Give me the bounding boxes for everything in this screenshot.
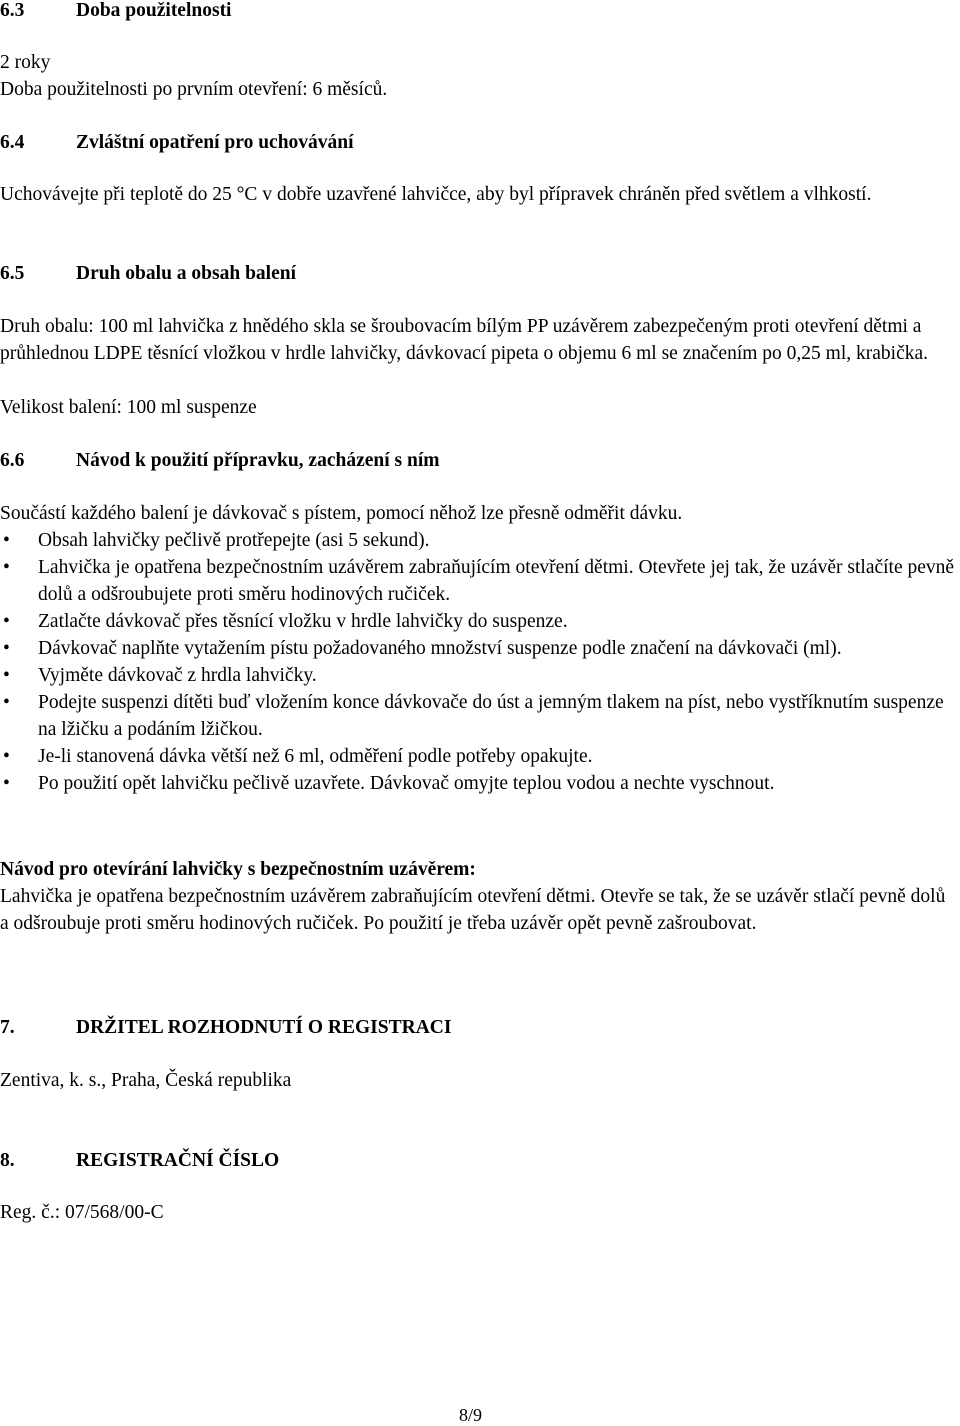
shelf-life-text: [0, 49, 955, 103]
section-title: DRŽITEL ROZHODNUTÍ O REGISTRACI: [76, 1017, 452, 1038]
list-item: [0, 743, 955, 770]
pack-size: Velikost balení: 100 ml suspenze: [0, 397, 257, 418]
page-number: 8/9: [459, 1405, 483, 1425]
list-item: [0, 662, 955, 689]
opening-instructions-text: Lahvička je opatřena bezpečnostním uzávěrem zabraňujícím otevření dětmi. Otevře se tak, že se uzávěr stlačí pevně dolů a odšroubuje proti směru hodinových ručiček. Po použití je třeba uzávěr opět pevně zašroubovat.: [0, 886, 946, 934]
section-number: 6.4: [0, 132, 25, 153]
section-6-3-heading: [0, 0, 231, 24]
step-text: Lahvička je opatřena bezpečnostním uzávěrem zabraňujícím otevření dětmi. Otevřete jej tak, že uzávěr stlačíte pevně dolů a odšroubujete proti směru hodinových ručiček.: [38, 557, 955, 605]
section-number: 8.: [0, 1150, 15, 1171]
step-text: Obsah lahvičky pečlivě protřepejte (asi 5 sekund).: [38, 530, 430, 551]
bullet-icon: •: [3, 665, 10, 686]
section-8-heading: [0, 1147, 279, 1174]
section-6-5-heading: [0, 260, 296, 287]
dispenser-intro: Součástí každého balení je dávkovač s pístem, pomocí něhož lze přesně odměřit dávku.: [0, 503, 683, 524]
bullet-icon: •: [3, 692, 10, 713]
list-item: [0, 635, 955, 662]
marketing-authorisation-holder: Zentiva, k. s., Praha, Česká republika: [0, 1070, 292, 1091]
section-6-6-heading: [0, 447, 440, 474]
section-title: REGISTRAČNÍ ČÍSLO: [76, 1150, 280, 1171]
list-item: [0, 608, 955, 635]
section-7-heading: [0, 1014, 451, 1041]
list-item: [0, 527, 955, 554]
section-number: 6.5: [0, 263, 25, 284]
section-6-4-heading: [0, 129, 354, 156]
list-item: [0, 689, 955, 743]
step-text: Vyjměte dávkovač z hrdla lahvičky.: [38, 665, 317, 686]
list-item: [0, 770, 955, 797]
opening-instructions-title: Návod pro otevírání lahvičky s bezpečnostním uzávěrem:: [0, 859, 476, 880]
step-text: Zatlačte dávkovač přes těsnící vložku v hrdle lahvičky do suspenze.: [38, 611, 568, 632]
storage-text: Uchovávejte při teplotě do 25 °C v dobře uzavřené lahvičce, aby byl přípravek chráněn před světlem a vlhkostí.: [0, 184, 872, 205]
bullet-icon: •: [3, 746, 10, 767]
usage-steps-list: [0, 527, 955, 797]
bullet-icon: •: [3, 638, 10, 659]
step-text: Je-li stanovená dávka větší než 6 ml, odměření podle potřeby opakujte.: [38, 746, 593, 767]
section-number: 6.6: [0, 450, 25, 471]
bullet-icon: •: [3, 557, 10, 578]
shelf-life-after-opening: Doba použitelnosti po prvním otevření: 6 měsíců.: [0, 79, 388, 100]
section-title: Návod k použití přípravku, zacházení s ním: [76, 450, 440, 471]
container-description: Druh obalu: 100 ml lahvička z hnědého skla se šroubovacím bílým PP uzávěrem zabezpečeným proti otevření dětmi a průhlednou LDPE těsnící vložkou v hrdle lahvičky, dávkovací pipeta o objemu 6 ml se značením po 0,25 ml, krabička.: [0, 316, 929, 364]
step-text: Po použití opět lahvičku pečlivě uzavřete. Dávkovač omyjte teplou vodou a nechte vyschnout.: [38, 773, 775, 794]
section-number: 6.3: [0, 0, 25, 21]
step-text: Dávkovač naplňte vytažením pístu požadovaného množství suspenze podle značení na dávkovači (ml).: [38, 638, 842, 659]
shelf-life-duration: 2 roky: [0, 52, 51, 73]
bullet-icon: •: [3, 530, 10, 551]
section-title: Zvláštní opatření pro uchovávání: [76, 132, 354, 153]
section-number: 7.: [0, 1017, 15, 1038]
section-title: Druh obalu a obsah balení: [76, 263, 296, 284]
bullet-icon: •: [3, 611, 10, 632]
bullet-icon: •: [3, 773, 10, 794]
step-text: Podejte suspenzi dítěti buď vložením konce dávkovače do úst a jemným tlakem na píst, nebo vystříknutím suspenze na lžičku a podáním lžičkou.: [38, 692, 944, 740]
list-item: [0, 554, 955, 608]
registration-number: Reg. č.: 07/568/00-C: [0, 1202, 164, 1223]
section-title: Doba použitelnosti: [76, 0, 232, 21]
